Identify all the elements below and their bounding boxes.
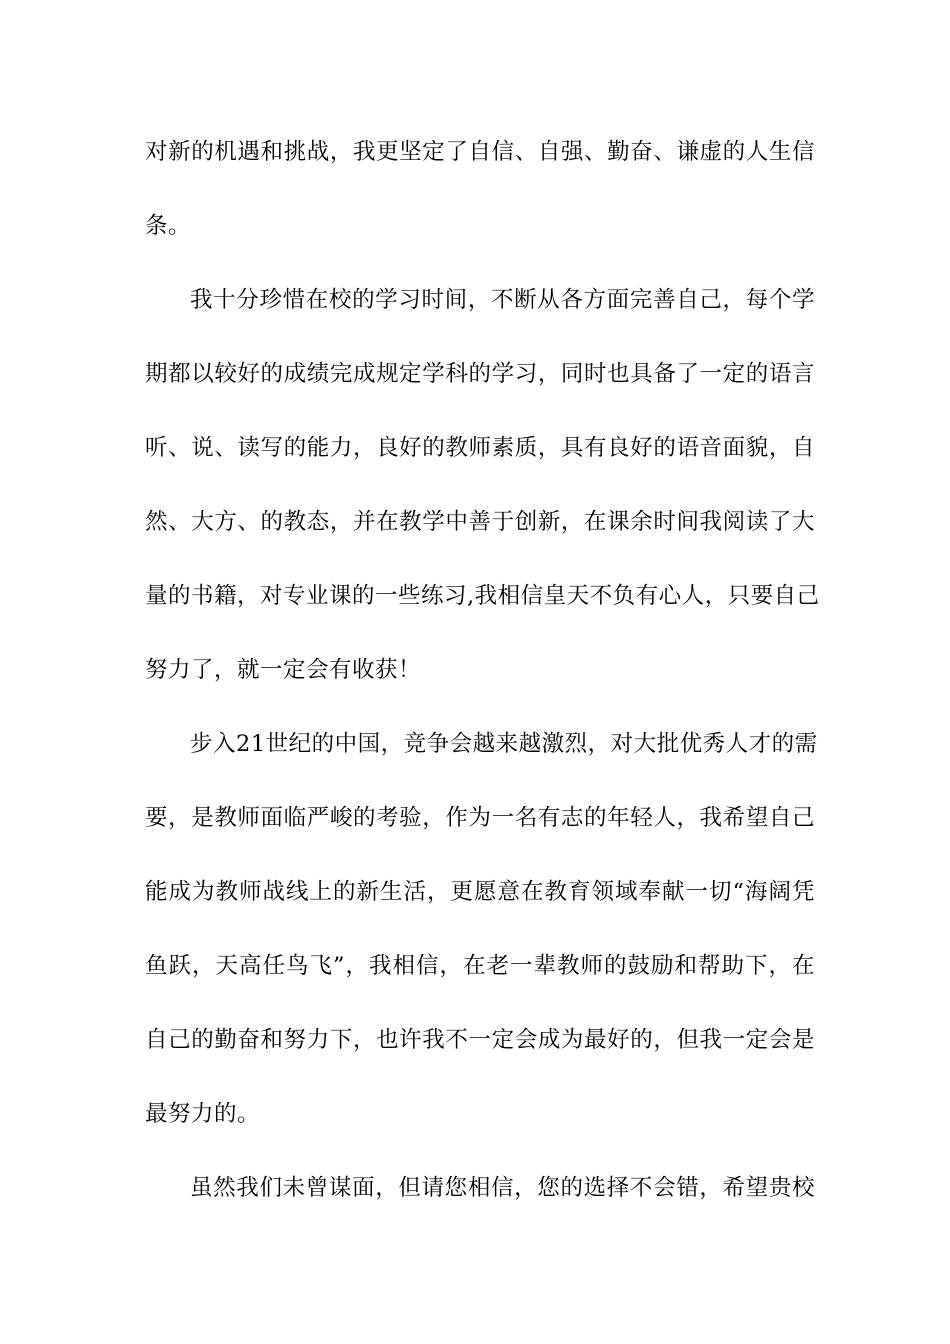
text-line: 能成为教师战线上的新生活，更愿意在教育领域奉献一切“海阔凭 [145, 879, 815, 905]
text-line: 要，是教师面临严峻的考验，作为一名有志的年轻人，我希望自己 [145, 805, 815, 831]
text-line: 自己的勤奋和努力下，也许我不一定会成为最好的，但我一定会是 [145, 1027, 815, 1053]
text-line: 条。 [145, 213, 192, 239]
paragraph-start-line: 虽然我们未曾谋面，但请您相信，您的选择不会错，希望贵校 [190, 1175, 815, 1201]
text-line: 听、说、读写的能力，良好的教师素质，具有良好的语音面貌，自 [145, 435, 815, 461]
text-line: 量的书籍，对专业课的一些练习,我相信皇天不负有心人，只要自己 [145, 583, 820, 609]
text-line: 对新的机遇和挑战，我更坚定了自信、自强、勤奋、谦虚的人生信 [145, 139, 815, 165]
text-line: 然、大方、的教态，并在教学中善于创新，在课余时间我阅读了大 [145, 509, 815, 535]
text-line: 努力了，就一定会有收获！ [145, 657, 422, 683]
text-line: 鱼跃，天高任鸟飞”，我相信，在老一辈教师的鼓励和帮助下，在 [145, 953, 815, 979]
paragraph-start-line: 步入21世纪的中国，竞争会越来越激烈，对大批优秀人才的需 [190, 731, 818, 757]
text-line: 最努力的。 [145, 1101, 261, 1127]
text-line: 期都以较好的成绩完成规定学科的学习，同时也具备了一定的语言 [145, 361, 815, 387]
paragraph-start-line: 我十分珍惜在校的学习时间，不断从各方面完善自己，每个学 [190, 287, 815, 313]
